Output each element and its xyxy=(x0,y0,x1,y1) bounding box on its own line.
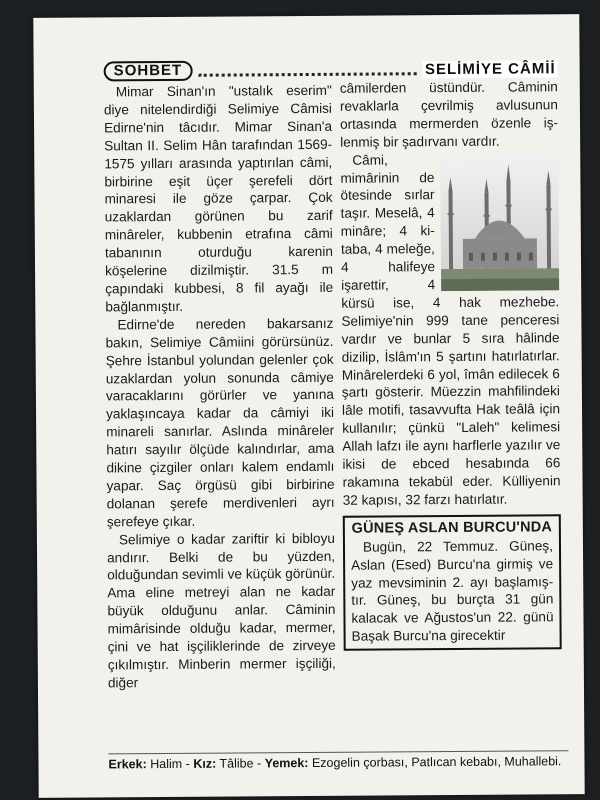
paragraph: Mimar Sinan'ın "ustalık eserim" diye nitelendirdiği Selimiye Câmisi Edirne'nin tâcıdır. Mimar Sinan'a Sultan II. Selim Hân tarafından 1569-1575 yılları arasında yaptırılan câmi, birbirine eşit üçer şerefeli dört minaresi ile göze çarpar. Çok uzaklardan görünen bu zarif minâreler, kubbenin etrafına câmi tabanının oturduğu karenin köşelerine dizilmiştir. 31.5 m çapındaki kubbesi, 8 fil ayağı ile bağlanmıştır. xyxy=(103,82,334,315)
male-label: Erkek: xyxy=(108,757,147,772)
mosque-photo xyxy=(440,152,559,291)
male-name: Halim xyxy=(150,756,183,772)
section-label: SOHBET xyxy=(104,61,193,82)
box-text: Bugün, 22 Temmuz. Güneş, Aslan (Esed) Burcu'na girmiş ve yaz mevsiminin 2. ayı başlamıştır. Güneş, bu burçta 31 gün kalacak ve Ağustos'un 22. günü Başak Burcu'na girecektir xyxy=(351,538,554,644)
footer xyxy=(108,750,568,771)
female-label: Kız: xyxy=(193,756,217,771)
food-label: Yemek: xyxy=(264,756,309,771)
paragraph: Selimiye o kadar zariftir ki bibloyu andırır. Belki de bu yüzden, olduğundan sevimli ve küçük görünür. Ama eline metreyi alan ne kadar büyük olduğunu anlar. Câminin mimârisinde olduğu kadar, mermer, çini ve hat işçiliklerinde de zirveye çıkılmıştır. Minberin mermer işçiliği, diğer xyxy=(107,530,336,691)
separator: - xyxy=(185,756,190,771)
dotted-leader xyxy=(198,64,417,77)
paragraph: câmilerden üstündür. Câminin revaklarla çevrilmiş avlusunun ortasında mermerden özenle işlenmiş bir şadırvanı vardır. xyxy=(339,79,559,150)
calendar-page xyxy=(33,14,584,798)
paragraph: Edirne'de nereden bakarsanız bakın, Selimiye Câmiini görürsünüz. Şehre İstanbul yolundan gelenler çok uzaklardan yolun sonunda câmiye varacaklarını görürler ve yanına yaklaşıncaya kadar da câmiyi iki minareli sanırlar. Aslında minâreler hatırı sayılır ölçüde kalındırlar, ama dikine çizgiler onları kalem endamlı yapar. Saç örgüsü gibi birbirine dolanan şerefe merdivenleri ayrı şerefeye çıkar. xyxy=(105,315,335,530)
box-title: GÜNEŞ ASLAN BURCU'NDA xyxy=(351,519,553,537)
article-area xyxy=(104,58,563,761)
sun-sign-box xyxy=(343,514,562,651)
separator: - xyxy=(256,756,262,771)
paragraph: Câmi, mimârinin de ötesinde sırlar taşır. Meselâ, 4 minâre; 4 kitaba, 4 meleğe, 4 halifeye işarettir, 4 kürsü ise, 4 hak mezhebe. Selimiye'nin 999 tane penceresi vardır ve bunlar 5 sıra hâlinde dizilip, İslâm'ın 5 şartını hatırlatırlar. Minârelerdeki 6 yol, îmân edilecek 6 şartı gösterir. Müezzin mahfilindeki lâle motifi, tasavvufta Hak teâlâ için kullanılır; çünkü "Laleh" kelimesi Allah lafzı ile aynı harflerle yazılır ve ikisi de ebced hesabında 66 rakamına tekabül eder. Külliyenin 32 kapısı, 32 farzı hatırlatır. xyxy=(340,152,561,508)
article-title: SELİMİYE CÂMİİ xyxy=(424,59,556,78)
food-text: Ezogelin çorbası, Patlıcan kebabı, Muhallebi. xyxy=(311,754,562,770)
right-column xyxy=(340,78,562,651)
female-name: Tâlibe xyxy=(219,756,254,771)
left-column xyxy=(104,82,336,692)
